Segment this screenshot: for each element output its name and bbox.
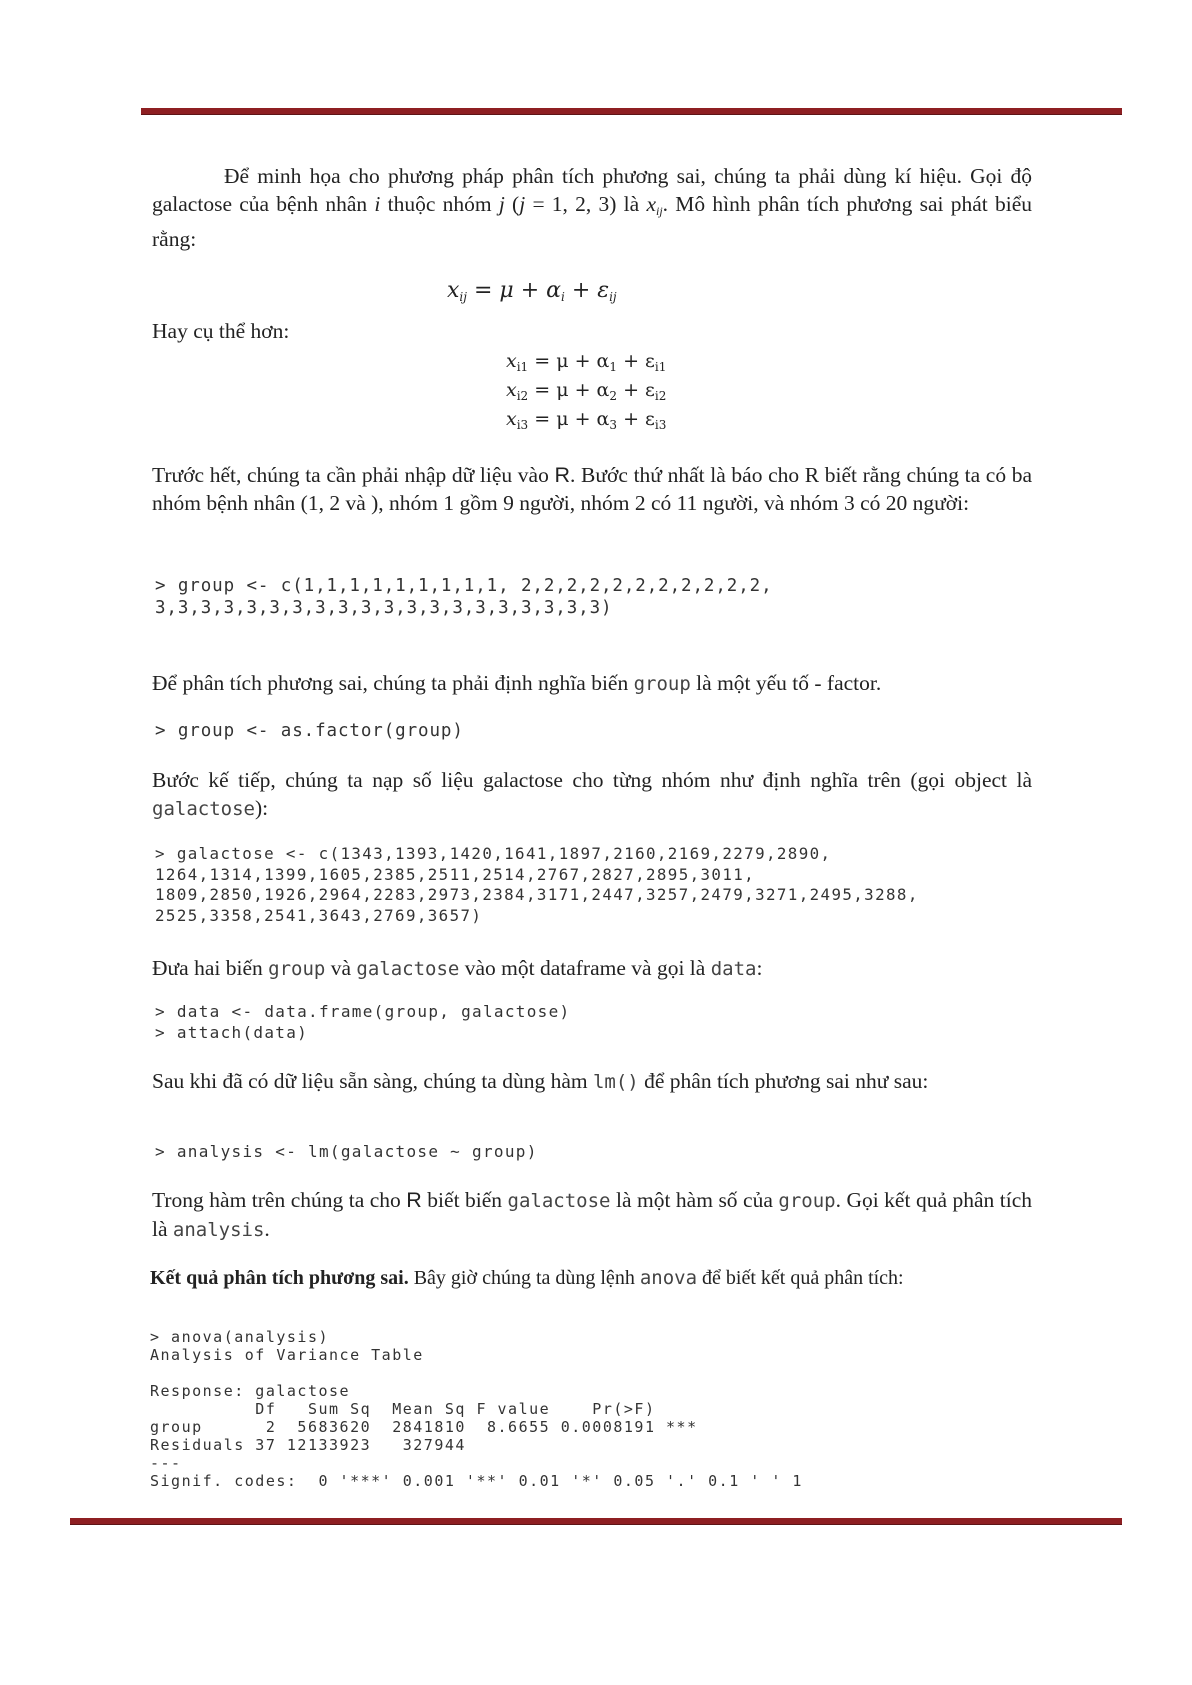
intro-var-x-sub: ij: [655, 204, 663, 218]
intro-text: = 1, 2, 3) là: [525, 192, 647, 216]
intro-var-x: x: [646, 192, 656, 216]
equation-part: + ε: [617, 379, 655, 401]
specific-equation: [506, 350, 666, 374]
code-galactose: > galactose <- c(1343,1393,1420,1641,1897,2160,2169,2279,2890, 1264,1314,1399,1605,2385,2511,2514,2767,2827,2895,3011, 1809,2850,1926,2964,2283,2973,2384,3171,2447,3257,2479,3271,2495,3288, 2525,3358,2541,3643,2769,3657): [155, 844, 919, 925]
paragraph-text: biết biến: [421, 1188, 508, 1212]
equation-sub: i2: [654, 389, 667, 403]
equation-sub: ij: [459, 290, 467, 304]
code-lm: > analysis <- lm(galactose ~ group): [155, 1142, 538, 1161]
intro-text: (: [504, 192, 520, 216]
specific-equation: [506, 379, 666, 403]
factor-paragraph: [152, 669, 1032, 698]
equation-sub: 3: [609, 418, 618, 432]
paragraph-text: là một yếu tố - factor.: [690, 671, 882, 695]
specific-equation: [506, 408, 666, 432]
inline-code: galactose: [507, 1190, 611, 1212]
inline-code: group: [268, 958, 326, 980]
equation-part: + ε: [617, 408, 655, 430]
equation-sub: i3: [516, 418, 529, 432]
inline-code: galactose: [356, 958, 460, 980]
inline-code: analysis: [172, 1219, 265, 1241]
intro-var-i: i: [374, 192, 381, 216]
inline-code: data: [710, 958, 757, 980]
equation-sub: i1: [654, 360, 667, 374]
model-equation: [447, 278, 617, 304]
paragraph-text: Để phân tích phương sai, chúng ta phải định nghĩa biến: [152, 671, 634, 695]
equation-part: x: [506, 408, 517, 430]
code-anova-output: > anova(analysis) Analysis of Variance Table Response: galactose Df Sum Sq Mean Sq F value Pr(>F) group 2 5683620 2841810 8.6655 0.0008191 *** Residuals 37 12133923 327944 --- Signif. codes: 0 '***' 0.001 '**' 0.01 '*' 0.05 '.' 0.1 ' ' 1: [150, 1328, 803, 1490]
intro-paragraph: [152, 162, 1032, 253]
equation-sub: 2: [609, 389, 618, 403]
code-dataframe: > data <- data.frame(group, galactose) > attach(data): [155, 1002, 571, 1042]
footer-rule: [70, 1518, 1122, 1525]
galactose-paragraph: [152, 766, 1032, 823]
equation-part: = μ + α: [466, 278, 561, 303]
intro-text: thuộc nhóm: [380, 192, 499, 216]
equation-part: + ε: [564, 278, 610, 303]
intro-var-j: j: [519, 192, 526, 216]
equation-sub: i1: [516, 360, 529, 374]
equation-part: = μ + α: [528, 350, 610, 372]
equation-sub: i2: [516, 389, 529, 403]
paragraph-text: . Bước thứ nhất là báo cho R biết rằng chúng ta có ba nhóm bệnh nhân (1, 2 và ), nhóm 1 gồm 9 người, nhóm 2 có 11 người, và nhóm 3 có 20 người:: [152, 463, 1032, 515]
paragraph-text: Sau khi đã có dữ liệu sẵn sàng, chúng ta dùng hàm: [152, 1069, 593, 1093]
explain-paragraph: [152, 1186, 1032, 1244]
paragraph-text: :: [756, 956, 763, 980]
dataframe-paragraph: [152, 954, 1032, 983]
code-group: > group <- c(1,1,1,1,1,1,1,1,1, 2,2,2,2,2,2,2,2,2,2,2, 3,3,3,3,3,3,3,3,3,3,3,3,3,3,3,3,3,3,3,3): [155, 576, 773, 618]
inline-code: galactose: [152, 798, 255, 820]
intro-text: Để minh họa cho phương pháp phân tích phương sai, chúng ta phải dùng kí hiệu. Gọi độ galactose của bệnh nhân: [152, 164, 1032, 216]
lm-paragraph: [152, 1067, 1032, 1096]
paragraph-text: vào một dataframe và gọi là: [459, 956, 711, 980]
paragraph-text: . Gọi kết quả phân tích là: [152, 1188, 1032, 1241]
paragraph-text: là một hàm số của: [610, 1188, 779, 1212]
equation-part: x: [506, 379, 517, 401]
header-rule: [141, 108, 1122, 115]
equation-part: x: [447, 278, 460, 303]
data-entry-paragraph: [152, 461, 1032, 517]
intro-text: . Mô hình phân tích phương sai phát biểu rằng:: [152, 192, 1033, 251]
inline-code: anova: [639, 1267, 698, 1289]
r-name: R: [554, 463, 571, 487]
equation-part: = μ + α: [528, 379, 610, 401]
equation-sub: i3: [654, 418, 667, 432]
paragraph-text: Đưa hai biến: [152, 956, 269, 980]
specific-label: Hay cụ thể hơn:: [152, 319, 290, 343]
section-heading: Kết quả phân tích phương sai.: [150, 1267, 409, 1289]
paragraph-text: để biết kết quả phân tích:: [697, 1267, 904, 1289]
equation-sub: 1: [609, 360, 618, 374]
equation-sub: ij: [609, 290, 617, 304]
r-name: R: [406, 1188, 422, 1212]
inline-code: group: [778, 1190, 836, 1212]
paragraph-text: .: [264, 1217, 270, 1241]
paragraph-text: Trong hàm trên chúng ta cho: [152, 1188, 407, 1212]
equation-part: x: [506, 350, 517, 372]
inline-code: group: [633, 673, 691, 695]
code-factor: > group <- as.factor(group): [155, 721, 464, 741]
paragraph-text: Bây giờ chúng ta dùng lệnh: [408, 1267, 640, 1289]
paragraph-text: và: [325, 956, 357, 980]
equation-part: = μ + α: [528, 408, 610, 430]
intro-var-j: j: [498, 192, 505, 216]
equation-sub: i: [560, 290, 565, 304]
inline-code: lm(): [592, 1071, 639, 1093]
paragraph-text: ):: [254, 796, 269, 820]
equation-part: + ε: [617, 350, 655, 372]
paragraph-text: để phân tích phương sai như sau:: [638, 1069, 929, 1093]
result-paragraph: [150, 1266, 1030, 1291]
paragraph-text: Trước hết, chúng ta cần phải nhập dữ liệu vào: [152, 463, 555, 487]
paragraph-text: Bước kế tiếp, chúng ta nạp số liệu galactose cho từng nhóm như định nghĩa trên (gọi object là: [152, 768, 1032, 792]
